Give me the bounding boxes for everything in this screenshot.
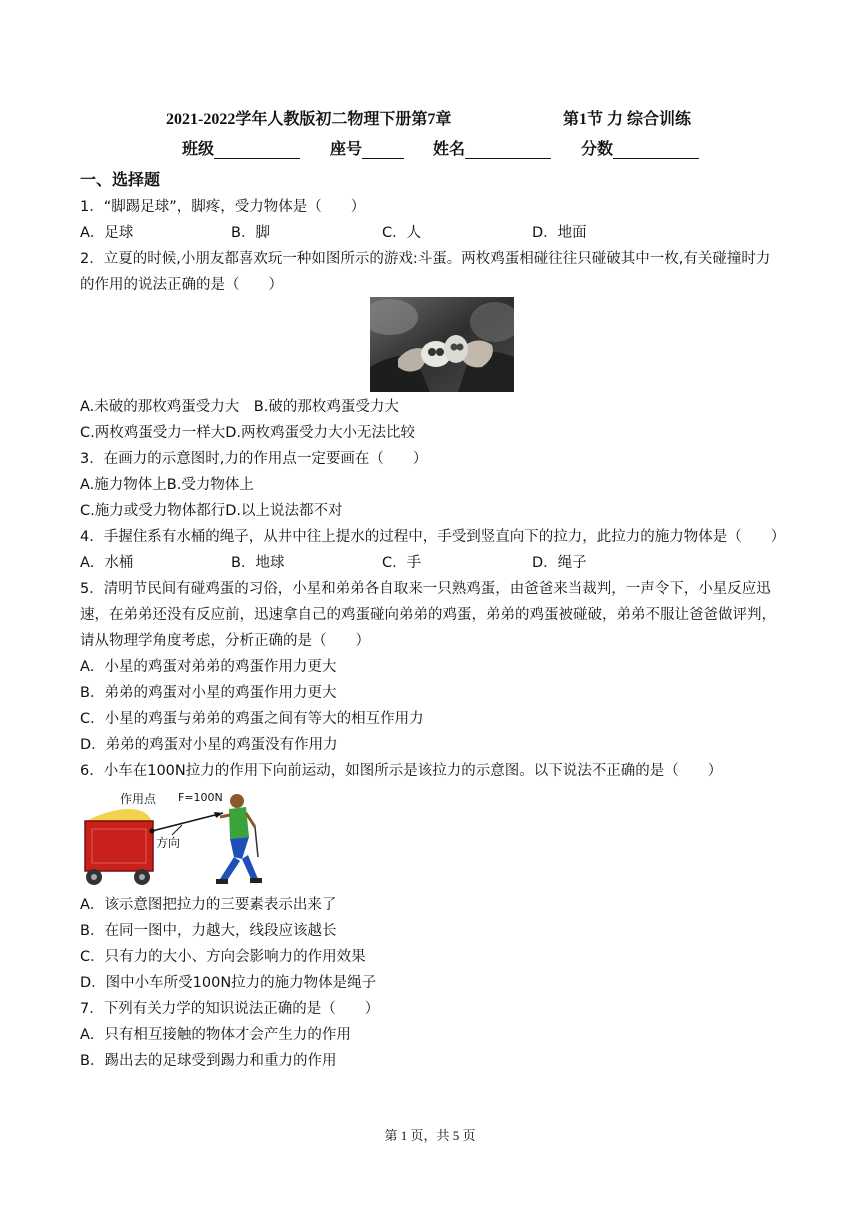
q5-stem-line1: 5．清明节民间有碰鸡蛋的习俗，小星和弟弟各自取来一只熟鸡蛋，由爸爸来当裁判，一声令下，小星反应迅: [80, 581, 771, 597]
field-seat: [330, 139, 404, 159]
cart-pull-figure: [80, 787, 270, 889]
q7-stem: 7．下列有关力学的知识说法正确的是（ ）: [80, 1001, 380, 1017]
q2-options-cd: C.两枚鸡蛋受力一样大D.两枚鸡蛋受力大小无法比较: [80, 425, 416, 441]
field-score-label: 分数: [581, 139, 614, 158]
q5-option-a: A．小星的鸡蛋对弟弟的鸡蛋作用力更大: [80, 659, 337, 675]
q2-stem-line2: 的作用的说法正确的是（ ）: [80, 277, 283, 293]
label-force: F=100N: [178, 791, 223, 804]
q6-option-d: D．图中小车所受100N拉力的施力物体是绳子: [80, 975, 377, 991]
q3-options-ab: A.施力物体上B.受力物体上: [80, 477, 254, 493]
q5-option-d: D．弟弟的鸡蛋对小星的鸡蛋没有作用力: [80, 737, 338, 753]
q3-stem: 3．在画力的示意图时,力的作用点一定要画在（ ）: [80, 451, 428, 467]
class-blank[interactable]: [214, 141, 300, 159]
q1-option-c: C．人: [382, 225, 422, 241]
label-direction: 方向: [156, 836, 181, 850]
person-shirt: [229, 807, 249, 839]
q1-option-b: B．脚: [231, 225, 270, 241]
q2-options-ab: A.未破的那枚鸡蛋受力大 B.破的那枚鸡蛋受力大: [80, 399, 399, 415]
page-footer: 第 1 页，共 5 页: [384, 1128, 476, 1143]
q1-stem: 1．“脚踢足球”，脚疼，受力物体是（ ）: [80, 199, 366, 215]
egg-fight-photo: [370, 297, 514, 392]
q7-option-a: A．只有相互接触的物体才会产生力的作用: [80, 1027, 351, 1043]
q6-option-b: B．在同一图中，力越大，线段应该越长: [80, 923, 337, 939]
label-action-point: 作用点: [120, 792, 157, 806]
action-point-dot: [150, 829, 155, 834]
q5-stem-line3: 请从物理学角度考虑，分析正确的是（ ）: [80, 633, 370, 649]
q5-option-c: C．小星的鸡蛋与弟弟的鸡蛋之间有等大的相互作用力: [80, 711, 424, 727]
q2-stem-line1: 2．立夏的时候,小朋友都喜欢玩一种如图所示的游戏:斗蛋。两枚鸡蛋相碰往往只碰破其中一枚,有关碰撞时力: [80, 251, 771, 267]
force-arrow: [152, 813, 223, 831]
q6-option-a: A．该示意图把拉力的三要素表示出来了: [80, 897, 337, 913]
score-blank[interactable]: [613, 141, 699, 159]
q5-option-b: B．弟弟的鸡蛋对小星的鸡蛋作用力更大: [80, 685, 337, 701]
section-title: 一、选择题: [80, 170, 161, 189]
field-seat-label: 座号: [330, 139, 363, 158]
title-left: 2021-2022学年人教版初二物理下册第7章: [166, 111, 452, 128]
cart-load: [86, 809, 152, 821]
q3-options-cd: C.施力或受力物体都行D.以上说法都不对: [80, 503, 343, 519]
field-name: [433, 139, 551, 159]
q4-option-a: A．水桶: [80, 555, 134, 571]
person-head: [230, 794, 244, 808]
field-class: [182, 139, 300, 159]
q5-stem-line2: 速，在弟弟还没有反应前，迅速拿自己的鸡蛋碰向弟弟的鸡蛋，弟弟的鸡蛋被碰破，弟弟不服让爸爸做评判，: [80, 607, 776, 623]
q7-option-b: B．踢出去的足球受到踢力和重力的作用: [80, 1053, 337, 1069]
name-blank[interactable]: [465, 141, 551, 159]
q4-stem: 4．手握住系有水桶的绳子，从井中往上提水的过程中，手受到竖直向下的拉力，此拉力的施力物体是（ ）: [80, 529, 786, 545]
q6-stem: 6．小车在100N拉力的作用下向前运动，如图所示是该拉力的示意图。以下说法不正确的是（ ）: [80, 763, 723, 779]
seat-blank[interactable]: [362, 141, 404, 159]
q1-option-d: D．地面: [532, 225, 587, 241]
field-name-label: 姓名: [433, 139, 466, 158]
field-class-label: 班级: [182, 139, 215, 158]
q4-option-b: B．地球: [231, 555, 285, 571]
q4-option-c: C．手: [382, 555, 422, 571]
field-score: [581, 139, 699, 159]
q6-option-c: C．只有力的大小、方向会影响力的作用效果: [80, 949, 366, 965]
q1-option-a: A．足球: [80, 225, 134, 241]
q4-option-d: D．绳子: [532, 555, 587, 571]
title-right: 第1节 力 综合训练: [563, 111, 692, 128]
